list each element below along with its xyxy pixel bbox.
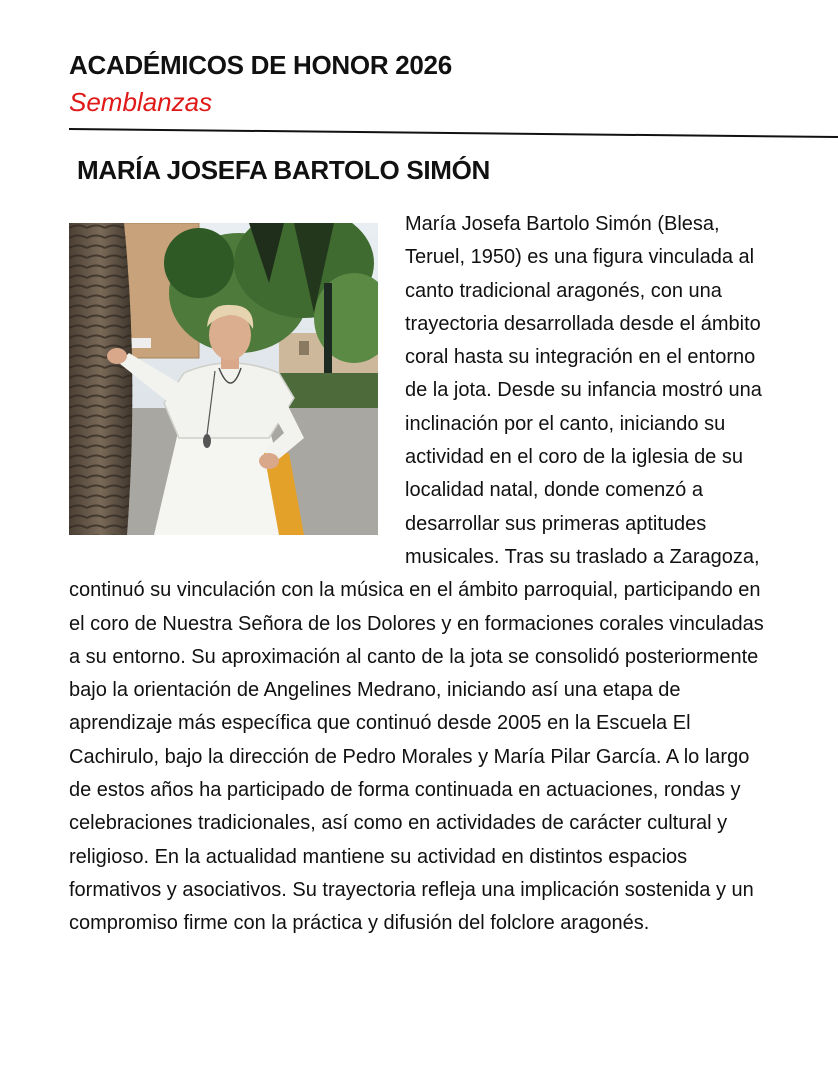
document-subtitle: Semblanzas: [69, 87, 213, 117]
biography-text: [69, 208, 769, 941]
photo-wrap-spacer: [69, 208, 405, 574]
document-title: ACADÉMICOS DE HONOR 2026: [69, 50, 452, 80]
header-divider: [69, 128, 838, 138]
person-name-heading: MARÍA JOSEFA BARTOLO SIMÓN: [77, 155, 491, 185]
biography-body: María Josefa Bartolo Simón (Blesa, Teruel, 1950) es una figura vinculada al canto tradicional aragonés, con una trayectoria desarrollada desde el ámbito coral hasta su integración en el entorno de la jota. Desde su infancia mostró una inclinación por el canto, iniciando su actividad en el coro de la iglesia de su localidad natal, donde comenzó a desarrollar sus primeras aptitudes musicales. Tras su traslado a Zaragoza, continuó su vinculación con la música en el ámbito parroquial, participando en el coro de Nuestra Señora de los Dolores y en formaciones corales vinculadas a su entorno. Su aproximación al canto de la jota se consolidó posteriormente bajo la orientación de Angelines Medrano, iniciando así una etapa de aprendizaje más específica que continuó desde 2005 en la Escuela El Cachirulo, bajo la dirección de Pedro Morales y María Pilar García. A lo largo de estos años ha participado de forma continuada en actuaciones, rondas y celebraciones tradicionales, así como en actividades de carácter cultural y religioso. En la actualidad mantiene su actividad en distintos espacios formativos y asociativos. Su trayectoria refleja una implicación sostenida y un compromiso firme con la práctica y difusión del folclore aragonés.: [69, 213, 764, 935]
